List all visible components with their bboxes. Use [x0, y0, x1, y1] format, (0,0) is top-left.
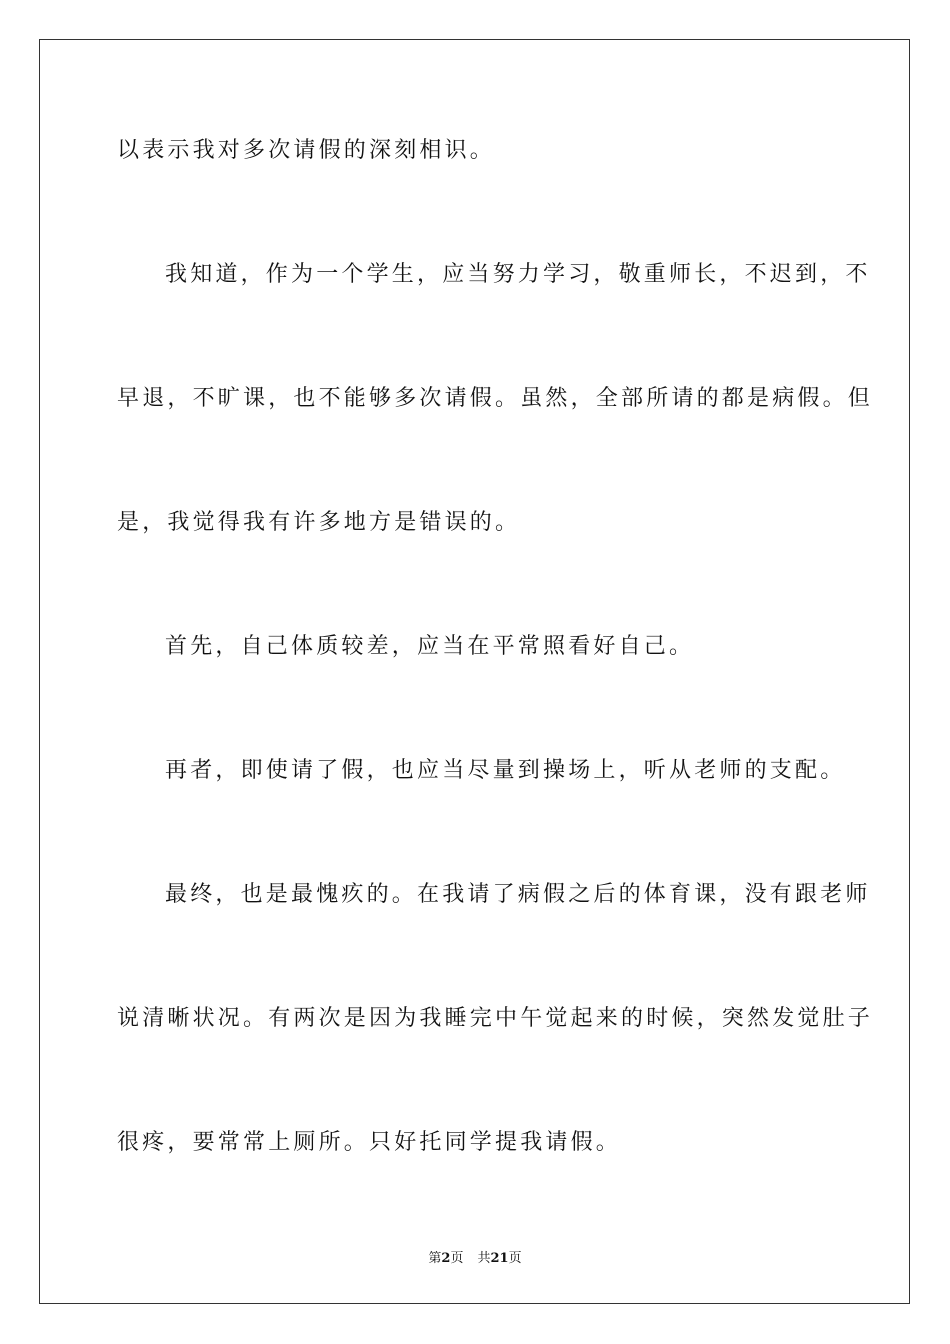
text-line: 说清晰状况。有两次是因为我睡完中午觉起来的时候，突然发觉肚子: [117, 1006, 874, 1031]
page-prefix: 第: [428, 1251, 442, 1266]
text-line: 很疼，要常常上厕所。只好托同学提我请假。: [117, 1130, 622, 1155]
current-page-number: 2: [441, 1251, 451, 1266]
page-footer: [0, 1247, 950, 1266]
text-line: 首先，自己体质较差，应当在平常照看好自己。: [165, 634, 695, 659]
text-line: 早退，不旷课，也不能够多次请假。虽然，全部所请的都是病假。但: [117, 386, 874, 411]
total-prefix: 共: [477, 1251, 491, 1266]
text-line: 是，我觉得我有许多地方是错误的。: [117, 510, 521, 535]
page-border: [39, 39, 910, 1304]
text-line: 最终，也是最愧疚的。在我请了病假之后的体育课，没有跟老师: [165, 882, 871, 907]
text-line: 以表示我对多次请假的深刻相识。: [117, 138, 496, 163]
page-suffix: 页: [450, 1251, 464, 1266]
total-suffix: 页: [508, 1251, 522, 1266]
text-line: 再者，即使请了假，也应当尽量到操场上，听从老师的支配。: [165, 758, 846, 783]
total-page-number: 21: [490, 1251, 509, 1266]
text-line: 我知道，作为一个学生，应当努力学习，敬重师长，不迟到，不: [165, 262, 871, 287]
